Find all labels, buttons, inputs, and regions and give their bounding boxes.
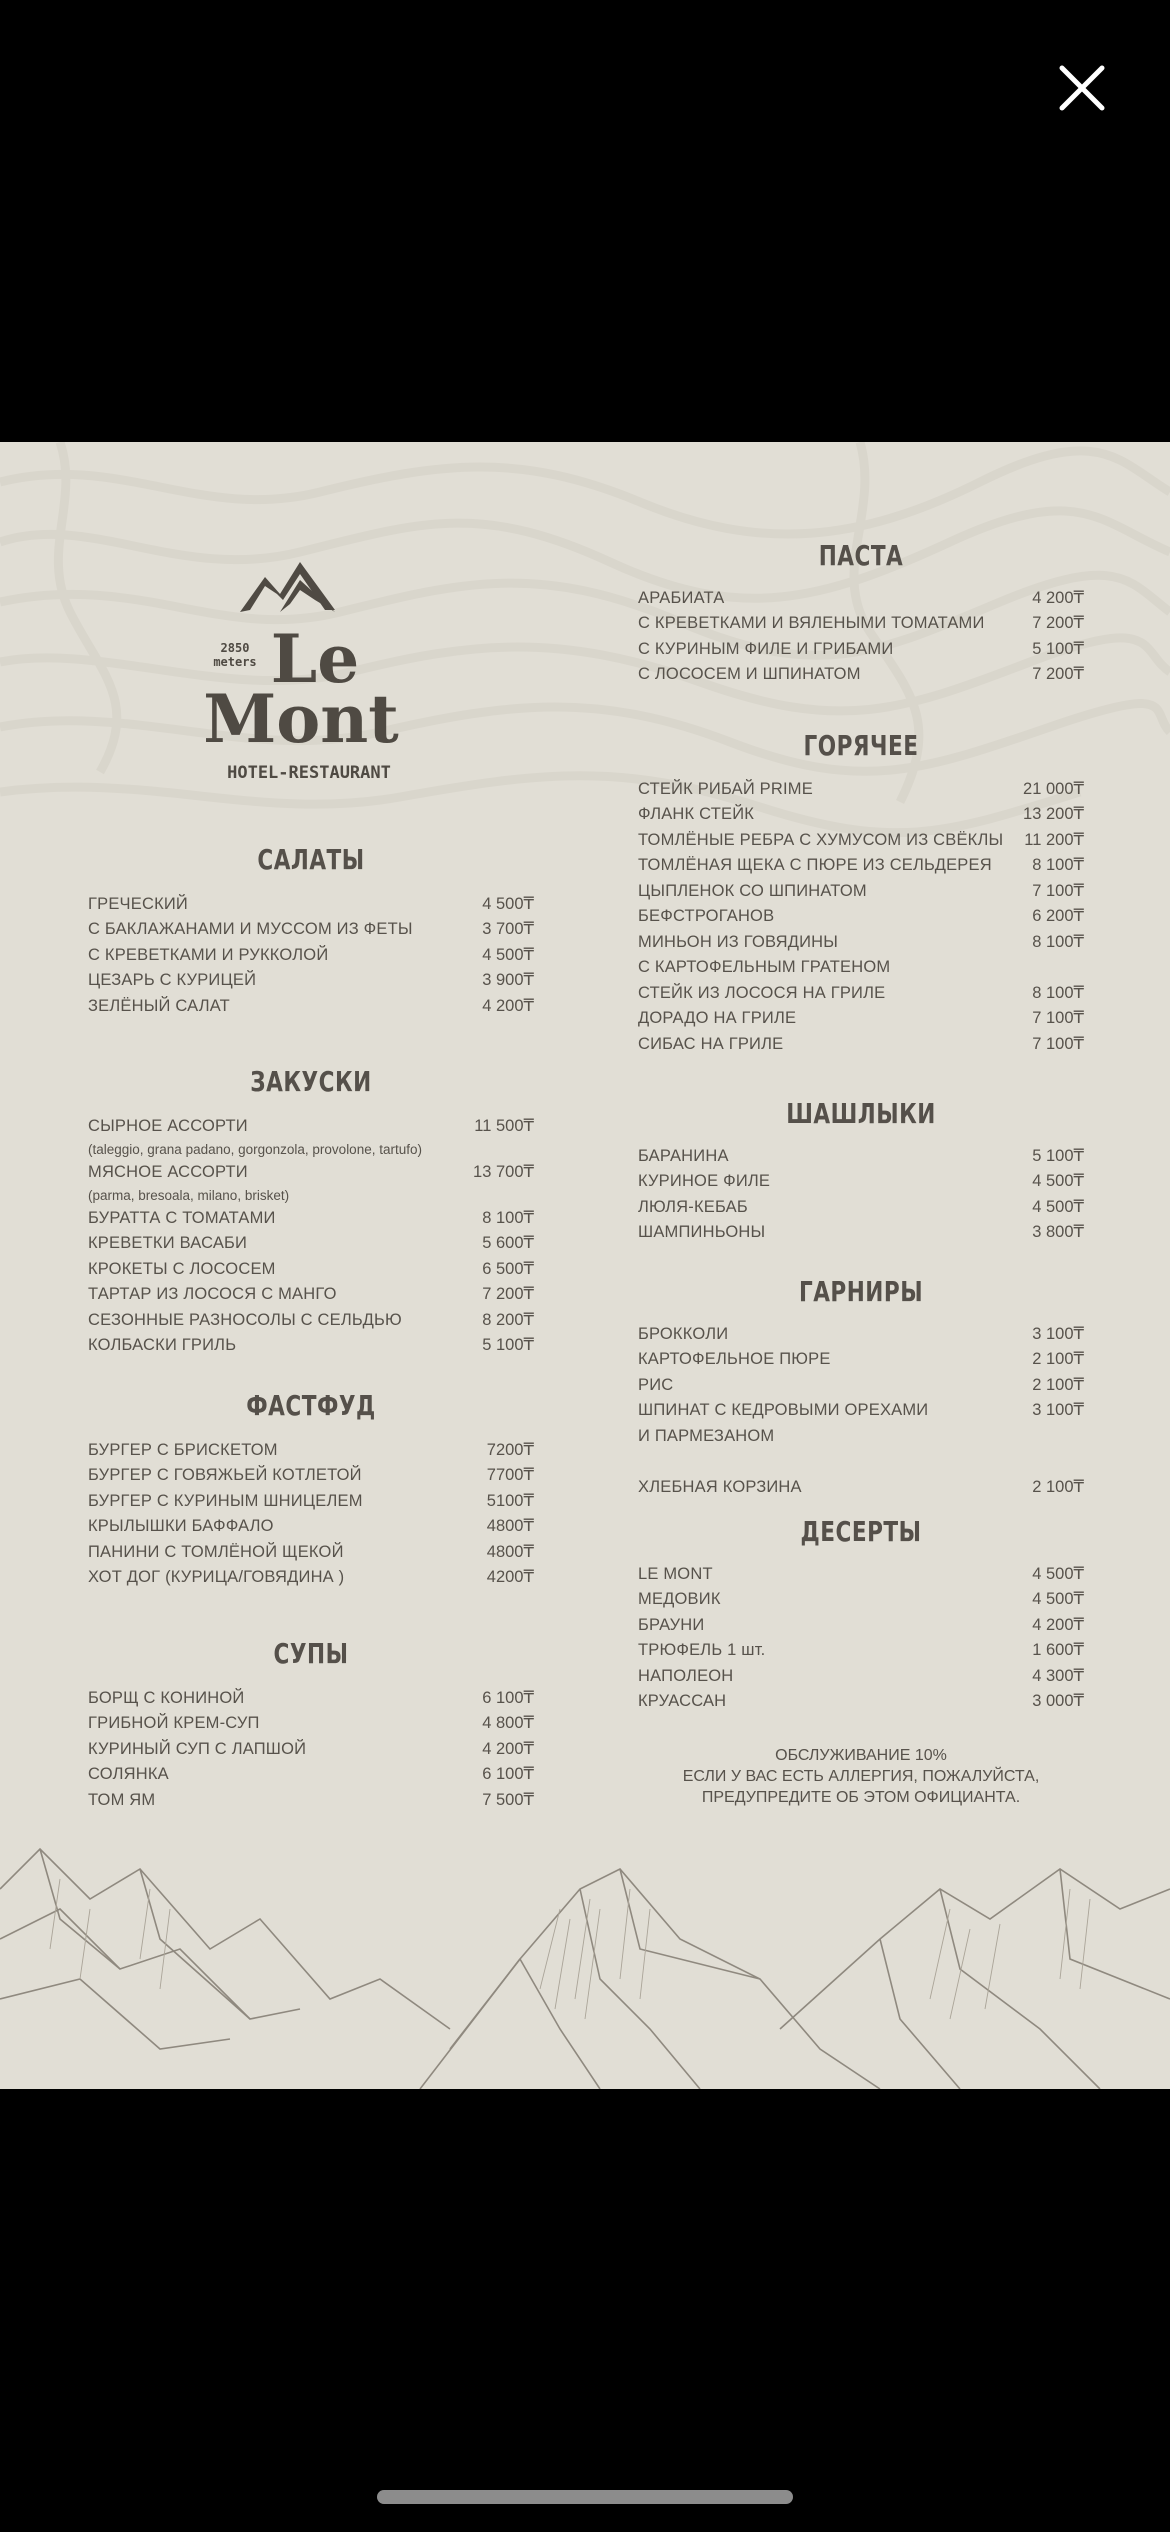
menu-item: ЛЮЛЯ-КЕБАБ 4 500₸	[638, 1198, 1084, 1216]
menu-item: С КУРИНЫМ ФИЛЕ И ГРИБАМИ 5 100₸	[638, 640, 1084, 658]
menu-item: ГРЕЧЕСКИЙ 4 500₸	[88, 895, 534, 913]
svg-text:meters: meters	[213, 655, 257, 669]
menu-item: БРОККОЛИ 3 100₸	[638, 1325, 1084, 1343]
menu-item: ТРЮФЕЛЬ 1 шт. 1 600₸	[638, 1641, 1084, 1659]
menu-item: КРОКЕТЫ С ЛОСОСЕМ 6 500₸	[88, 1260, 534, 1278]
svg-text:HOTEL-RESTAURANT: HOTEL-RESTAURANT	[227, 763, 391, 782]
menu-item: ТОМ ЯМ 7 500₸	[88, 1791, 534, 1809]
menu-item: ШАМПИНЬОНЫ 3 800₸	[638, 1223, 1084, 1241]
svg-text:Le: Le	[270, 620, 360, 698]
menu-item: С ЛОСОСЕМ И ШПИНАТОМ 7 200₸	[638, 665, 1084, 683]
section-title-hot: ГОРЯЧЕЕ	[803, 729, 919, 763]
menu-item: ПАНИНИ С ТОМЛЁНОЙ ЩЕКОЙ 4800₸	[88, 1543, 534, 1561]
menu-item: МИНЬОН ИЗ ГОВЯДИНЫ 8 100₸	[638, 933, 1084, 951]
menu-item: КРУАССАН 3 000₸	[638, 1692, 1084, 1710]
section-title-soups: СУПЫ	[273, 1637, 349, 1671]
menu-item: КАРТОФЕЛЬНОЕ ПЮРЕ 2 100₸	[638, 1350, 1084, 1368]
menu-item: СИБАС НА ГРИЛЕ 7 100₸	[638, 1035, 1084, 1053]
menu-item: БУРГЕР С КУРИНЫМ ШНИЦЕЛЕМ 5100₸	[88, 1492, 534, 1510]
menu-item: БЕФСТРОГАНОВ 6 200₸	[638, 907, 1084, 925]
section-title-sides: ГАРНИРЫ	[798, 1275, 924, 1309]
menu-item: АРАБИАТА 4 200₸	[638, 589, 1084, 607]
menu-item: СТЕЙК РИБАЙ PRIME 21 000₸	[638, 780, 1084, 798]
menu-item: ЦЫПЛЕНОК СО ШПИНАТОМ 7 100₸	[638, 882, 1084, 900]
menu-item: С КРЕВЕТКАМИ И ВЯЛЕНЫМИ ТОМАТАМИ 7 200₸	[638, 614, 1084, 632]
menu-item: СЕЗОННЫЕ РАЗНОСОЛЫ С СЕЛЬДЬЮ 8 200₸	[88, 1311, 534, 1329]
menu-item-description: (taleggio, grana padano, gorgonzola, provolone, tartufo)	[88, 1142, 422, 1157]
close-icon	[1052, 58, 1112, 118]
section-title-desserts: ДЕСЕРТЫ	[800, 1515, 922, 1549]
menu-item: КОЛБАСКИ ГРИЛЬ 5 100₸	[88, 1336, 534, 1354]
menu-item: ЗЕЛЁНЫЙ САЛАТ 4 200₸	[88, 997, 534, 1015]
svg-text:2850: 2850	[220, 641, 250, 655]
menu-item: ЦЕЗАРЬ С КУРИЦЕЙ 3 900₸	[88, 971, 534, 989]
logo	[185, 542, 445, 782]
allergy-note-line1: ЕСЛИ У ВАС ЕСТЬ АЛЛЕРГИЯ, ПОЖАЛУЙСТА,	[682, 1768, 1040, 1785]
menu-item: И ПАРМЕЗАНОМ	[638, 1427, 775, 1445]
home-indicator[interactable]	[377, 2490, 793, 2504]
menu-item: БАРАНИНА 5 100₸	[638, 1147, 1084, 1165]
menu-item: БУРГЕР С БРИСКЕТОМ 7200₸	[88, 1441, 534, 1459]
menu-item: РИС 2 100₸	[638, 1376, 1084, 1394]
menu-item: МЯСНОЕ АССОРТИ 13 700₸	[88, 1163, 534, 1181]
service-note	[638, 1745, 1084, 1808]
menu-item: ТОМЛЁНАЯ ЩЕКА С ПЮРЕ ИЗ СЕЛЬДЕРЕЯ 8 100₸	[638, 856, 1084, 874]
service-charge-text: ОБСЛУЖИВАНИЕ 10%	[775, 1747, 947, 1764]
menu-item: ТАРТАР ИЗ ЛОСОСЯ С МАНГО 7 200₸	[88, 1285, 534, 1303]
menu-item: ХОТ ДОГ (КУРИЦА/ГОВЯДИНА ) 4200₸	[88, 1568, 534, 1586]
menu-item: БРАУНИ 4 200₸	[638, 1616, 1084, 1634]
menu-item: С БАКЛАЖАНАМИ И МУССОМ ИЗ ФЕТЫ 3 700₸	[88, 920, 534, 938]
menu-item: СОЛЯНКА 6 100₸	[88, 1765, 534, 1783]
menu-item: ГРИБНОЙ КРЕМ-СУП 4 800₸	[88, 1714, 534, 1732]
section-title-pasta: ПАСТА	[818, 539, 904, 573]
menu-item: LE MONT 4 500₸	[638, 1565, 1084, 1583]
menu-item: ШПИНАТ С КЕДРОВЫМИ ОРЕХАМИ 3 100₸	[638, 1401, 1084, 1419]
svg-text:Mont: Mont	[203, 680, 399, 758]
menu-item: БУРАТТА С ТОМАТАМИ 8 100₸	[88, 1209, 534, 1227]
menu-item: ТОМЛЁНЫЕ РЕБРА С ХУМУСОМ ИЗ СВЁКЛЫ 11 200₸	[638, 831, 1084, 849]
menu-item: ДОРАДО НА ГРИЛЕ 7 100₸	[638, 1009, 1084, 1027]
menu-item: СТЕЙК ИЗ ЛОСОСЯ НА ГРИЛЕ 8 100₸	[638, 984, 1084, 1002]
menu-item: БОРЩ С КОНИНОЙ 6 100₸	[88, 1689, 534, 1707]
menu-item: МЕДОВИК 4 500₸	[638, 1590, 1084, 1608]
menu-item: КУРИНОЕ ФИЛЕ 4 500₸	[638, 1172, 1084, 1190]
menu-item: КУРИНЫЙ СУП С ЛАПШОЙ 4 200₸	[88, 1740, 534, 1758]
menu-image[interactable]	[0, 442, 1170, 2089]
menu-item: С КРЕВЕТКАМИ И РУККОЛОЙ 4 500₸	[88, 946, 534, 964]
allergy-note-line2: ПРЕДУПРЕДИТЕ ОБ ЭТОМ ОФИЦИАНТА.	[701, 1789, 1021, 1806]
menu-item-description: (parma, bresoala, milano, brisket)	[88, 1188, 290, 1203]
section-title-shashlik: ШАШЛЫКИ	[786, 1097, 936, 1131]
menu-item: СЫРНОЕ АССОРТИ 11 500₸	[88, 1117, 534, 1135]
close-button[interactable]	[1052, 58, 1112, 118]
section-title-salads: САЛАТЫ	[257, 843, 365, 877]
logo-mountain-icon	[185, 542, 445, 782]
section-title-snacks: ЗАКУСКИ	[250, 1065, 372, 1099]
menu-item: НАПОЛЕОН 4 300₸	[638, 1667, 1084, 1685]
mountains-illustration	[0, 1829, 1170, 2089]
menu-item: КРЫЛЫШКИ БАФФАЛО 4800₸	[88, 1517, 534, 1535]
menu-item: ХЛЕБНАЯ КОРЗИНА 2 100₸	[638, 1478, 1084, 1496]
menu-item: ФЛАНК СТЕЙК 13 200₸	[638, 805, 1084, 823]
section-title-fastfood: ФАСТФУД	[246, 1389, 376, 1423]
menu-item: КРЕВЕТКИ ВАСАБИ 5 600₸	[88, 1234, 534, 1252]
menu-item: С КАРТОФЕЛЬНЫМ ГРАТЕНОМ	[638, 958, 891, 976]
menu-item: БУРГЕР С ГОВЯЖЬЕЙ КОТЛЕТОЙ 7700₸	[88, 1466, 534, 1484]
